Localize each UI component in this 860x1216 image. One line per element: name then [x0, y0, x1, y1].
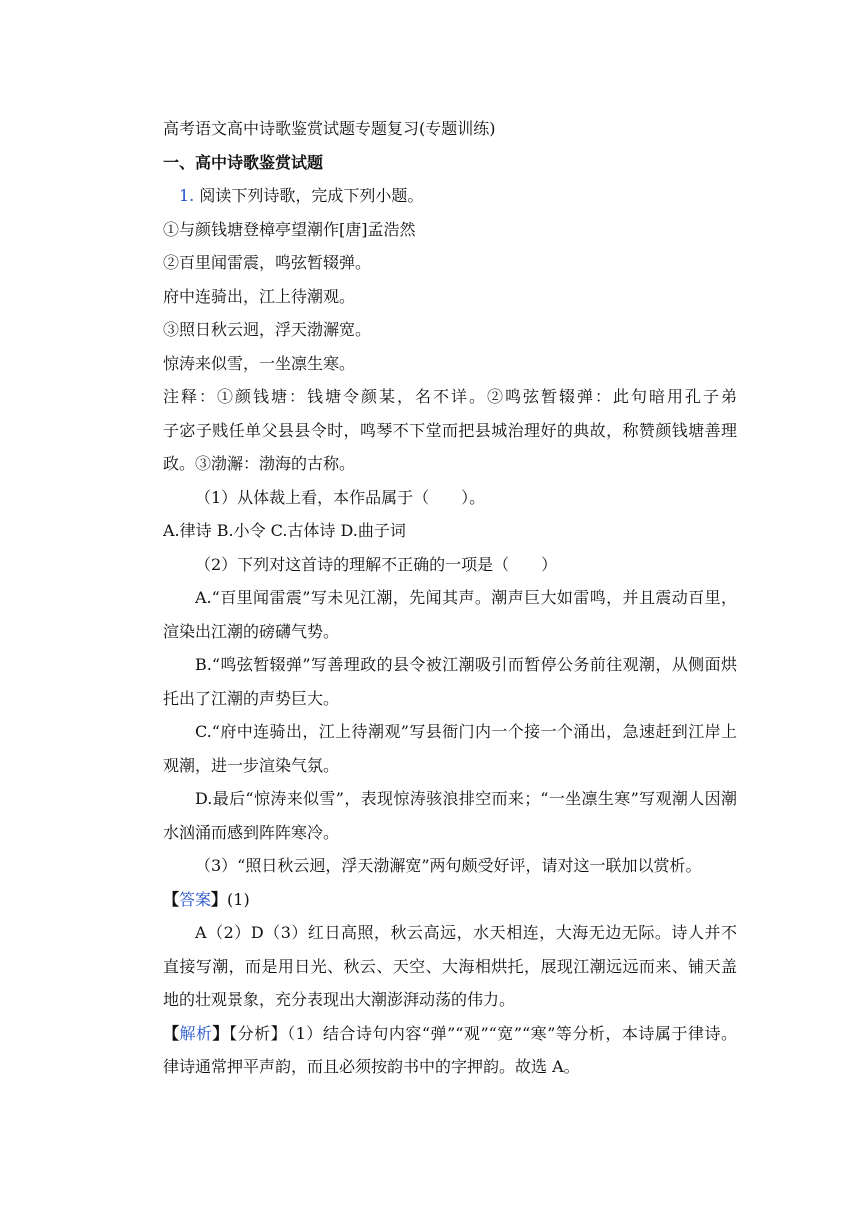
option-c-line: C.“府中连骑出，江上待潮观”写县衙门内一个接一个涌出，急速赶到江岸上 — [195, 722, 737, 741]
poem-line: 惊涛来似雪，一坐凛生寒。 — [163, 353, 356, 373]
analysis-bracket-close: 】 — [212, 1023, 230, 1043]
option-d-line: 水汹涌而感到阵阵寒冷。 — [163, 822, 340, 842]
analysis-text: （1）结合诗句内容“弹”“观”“宽”“寒”等分析，本诗属于律诗。 — [287, 1023, 737, 1043]
answer-header — [163, 883, 737, 917]
question-prompt: 阅读下列诗歌，完成下列小题。 — [199, 186, 424, 205]
subquestion-1-stem: （1）从体裁上看，本作品属于（ ）。 — [195, 487, 486, 507]
option-b-line: 托出了江潮的声势巨大。 — [163, 688, 340, 708]
question-number: 1. — [179, 186, 195, 205]
subquestion-3-stem: （3）“照日秋云迥，浮天渤澥宽”两句颇受好评，请对这一联加以赏析。 — [195, 856, 702, 875]
option-d-line: D.最后“惊涛来似雪”，表现惊涛骇浪排空而来；“一坐凛生寒”写观潮人因潮 — [195, 789, 737, 808]
answer-bracket-open: 【 — [163, 889, 180, 909]
option-a-line: A.“百里闻雷震”写未见江潮，先闻其声。潮声巨大如雷鸣，并且震动百里， — [195, 588, 737, 607]
answer-tag: 答案 — [179, 889, 212, 909]
answer-bracket-close: 】 — [211, 889, 228, 909]
option-a-line: 渲染出江潮的磅礴气势。 — [163, 621, 340, 641]
option-c-line: 观潮，进一步渲染气氛。 — [163, 755, 340, 775]
answer-line: 地的壮观景象，充分表现出大潮澎湃动荡的伟力。 — [163, 990, 516, 1009]
option-b-line: B.“鸣弦暂辍弹”写善理政的县令被江潮吸引而暂停公务前往观潮，从侧面烘 — [195, 655, 737, 674]
poem-line: 府中连骑出，江上待潮观。 — [163, 286, 356, 306]
document-body — [163, 112, 737, 1084]
analysis-fenxi: 【分析】 — [229, 1023, 288, 1043]
question-header — [163, 179, 737, 213]
answer-first: (1) — [227, 889, 250, 909]
analysis-tag: 解析 — [179, 1023, 213, 1043]
poem-line: ③照日秋云迥，浮天渤澥宽。 — [163, 320, 372, 339]
notes-line: 政。③渤澥：渤海的古称。 — [163, 454, 356, 473]
poem-line: ②百里闻雷震，鸣弦暂辍弹。 — [163, 253, 372, 272]
answer-line: A（2）D（3）红日高照，秋云高远，水天相连，大海无边无际。诗人并不 — [195, 923, 737, 942]
subquestion-2-stem: （2）下列对这首诗的理解不正确的一项是（ ） — [195, 554, 558, 574]
document-title: 高考语文高中诗歌鉴赏试题专题复习(专题训练) — [163, 119, 496, 138]
notes-line: 子宓子贱任单父县县令时，鸣琴不下堂而把县城治理好的典故，称赞颜钱塘善理 — [163, 420, 737, 440]
notes-line: 注释：①颜钱塘：钱塘令颜某，名不详。②鸣弦暂辍弹：此句暗用孔子弟 — [163, 387, 737, 406]
analysis-bracket-open: 【 — [163, 1023, 180, 1043]
subquestion-1-options: A.律诗 B.小令 C.古体诗 D.曲子词 — [163, 521, 406, 540]
analysis-header — [163, 1017, 737, 1051]
section-heading: 一、高中诗歌鉴赏试题 — [163, 152, 324, 172]
poem-title: ①与颜钱塘登樟亭望潮作[唐]孟浩然 — [163, 219, 416, 239]
answer-line: 直接写潮，而是用日光、秋云、天空、大海相烘托，展现江潮远远而来、铺天盖 — [163, 956, 737, 976]
analysis-line: 律诗通常押平声韵，而且必须按韵书中的字押韵。故选 A。 — [163, 1057, 580, 1076]
